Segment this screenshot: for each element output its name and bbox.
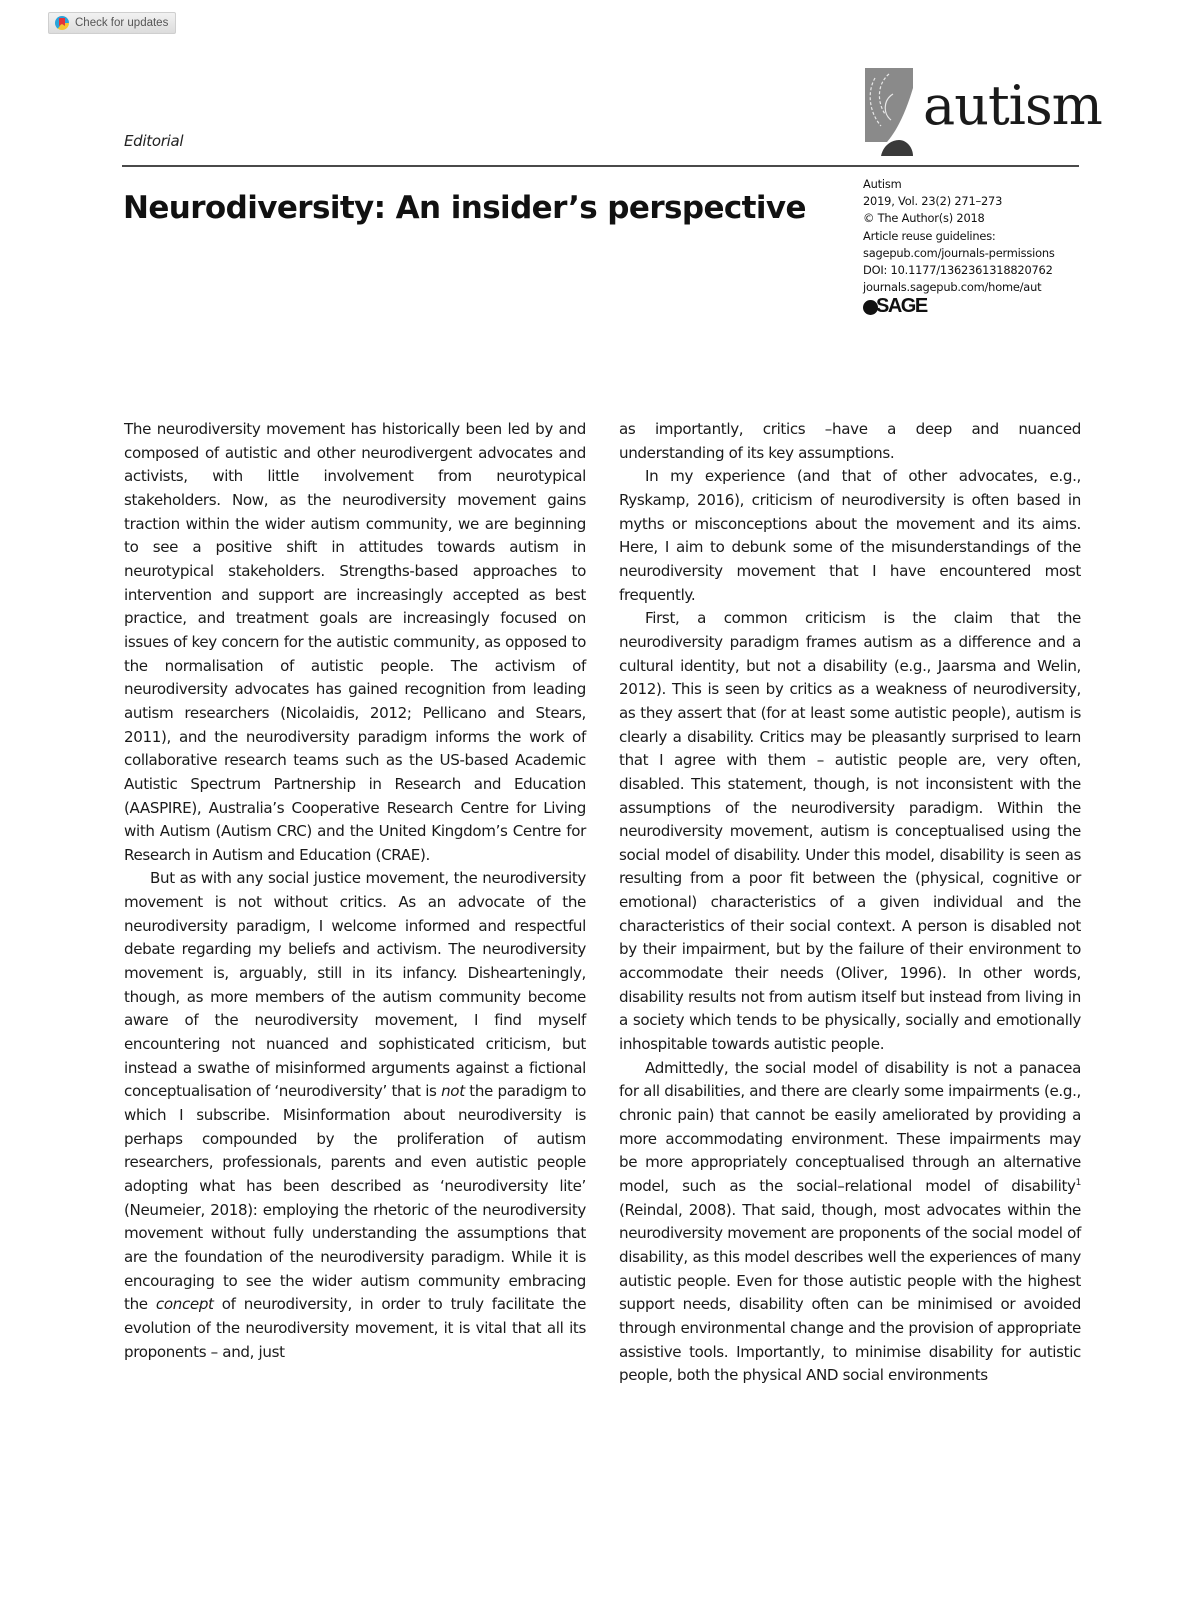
paragraph: as importantly, critics –have a deep and nuanced understanding of its key assumptions. [619,420,1081,462]
meta-journal: Autism [863,177,902,191]
section-label: Editorial [124,132,184,150]
meta-reuse-label: Article reuse guidelines: [863,228,996,243]
crossmark-bookmark-icon [55,16,69,30]
journal-logo-mark-icon [863,68,915,156]
paragraph: Admittedly, the social model of disability is not a panacea for all disabilities, and there are clearly some impairments (e.g., chronic pain) that cannot be easily ameliorated by providing a more accommodating environment. These impairments may be more appropriately conceptualised through an alternative model, such as the social–relational model of disability$^1$ (Reindal, 2008). That said, though, most advocates within the neurodiversity movement are proponents of the social model of disability, as this model describes well the experiences of many autistic people. Even for those autistic people with the highest support needs, disability often can be minimised or avoided through environmental change and the provision of appropriate assistive tools. Importantly, to minimise disability for autistic people, both the physical AND social environments [619,1058,1081,1385]
journal-logo-text: autism [923,74,1102,137]
body-column-left [124,418,586,1364]
check-for-updates-label: Check for updates [75,17,169,29]
journal-logo [863,68,1102,156]
paragraph: But as with any social justice movement, the neurodiversity movement is not without critics. As an advocate of the neurodiversity paradigm, I welcome informed and respectful debate regarding my beliefs and activism. The neurodiversity movement is, arguably, still in its infancy. Dishearteningly, though, as more members of the autism community become aware of the neurodiversity movement, I find myself encountering not nuanced and sophisticated criticism, but instead a swathe of misinformed arguments against a fictional conceptualisation of ‘neurodiversity’ that is not the paradigm to which I subscribe. Misinformation about neurodiversity is perhaps compounded by the proliferation of autism researchers, professionals, parents and even autistic people adopting what has been described as ‘neurodiversity lite’ (Neumeier, 2018): employing the rhetoric of the neurodiversity movement without fully understanding the assumptions that are the foundation of the neurodiversity paradigm. While it is encouraging to see the wider autism community embracing the concept of neurodiversity, in order to truly facilitate the evolution of the neurodiversity movement, it is vital that all its proponents – and, just [124,869,587,1361]
publisher-logo [863,295,1055,318]
meta-journal-url[interactable]: journals.sagepub.com/home/aut [863,280,1042,295]
meta-copyright: © The Author(s) 2018 [863,211,985,226]
paragraph: The neurodiversity movement has historically been led by and composed of autistic and other neurodivergent advocates and activists, with little involvement from neurotypical stakeholders. Now, as the neurodiversity movement gains traction within the wider autism community, we are beginning to see a positive shift in attitudes towards autism in neurotypical stakeholders. Strengths-based approaches to intervention and support are increasingly accepted as best practice, and treatment goals are increasingly focused on issues of key concern for the autistic community, as opposed to the normalisation of autistic people. The activism of neurodiversity advocates has gained recognition from leading autism researchers (Nicolaidis, 2012; Pellicano and Stears, 2011), and the neurodiversity paradigm informs the work of collaborative research teams such as the US-based Academic Autistic Spectrum Partnership in Research and Education (AASPIRE), Australia’s Cooperative Research Centre for Living with Autism (Autism CRC) and the United Kingdom’s Centre for Research in Autism and Education (CRAE). [124,420,586,864]
meta-reuse-link[interactable]: sagepub.com/journals-permissions [863,245,1055,260]
body-column-right [619,418,1081,1388]
meta-doi[interactable]: DOI: 10.1177/1362361318820762 [863,263,1053,278]
emphasis: not [441,1082,465,1101]
article-meta [863,176,1055,316]
publisher-name: SAGE [876,295,927,318]
paragraph: First, a common criticism is the claim that the neurodiversity paradigm frames autism as a difference and a cultural identity, but not a disability (e.g., Jaarsma and Welin, 2012). This is seen by critics as a weakness of neurodiversity, as they assert that (for at least some autistic people), autism is clearly a disability. Critics may be pleasantly surprised to learn that I agree with them – autistic people are, very often, disabled. This statement, though, is not inconsistent with the assumptions of the neurodiversity paradigm. Within the neurodiversity movement, autism is conceptualised using the social model of disability. Under this model, disability is seen as resulting from a poor fit between the (physical, cognitive or emotional) characteristics of a given individual and the characteristics of their social context. A person is disabled not by their impairment, but by the failure of their environment to accommodate their needs (Oliver, 1996). In other words, disability results not from autism itself but instead from living in a society which tends to be physically, socially and emotionally inhospitable towards autistic people. [619,609,1081,1054]
footnote-marker[interactable]: 1 [1075,1177,1081,1188]
article-title: Neurodiversity: An insider’s perspective [123,190,806,226]
header-divider [122,165,1079,167]
check-for-updates-button[interactable] [48,12,176,34]
emphasis: concept [155,1295,214,1314]
meta-citation: 2019, Vol. 23(2) 271–273 [863,194,1003,209]
paragraph: In my experience (and that of other advocates, e.g., Ryskamp, 2016), criticism of neurodiversity is often based in myths or misconceptions about the movement and its aims. Here, I aim to debunk some of the misunderstandings of the neurodiversity movement that I have encountered most frequently. [619,467,1081,604]
